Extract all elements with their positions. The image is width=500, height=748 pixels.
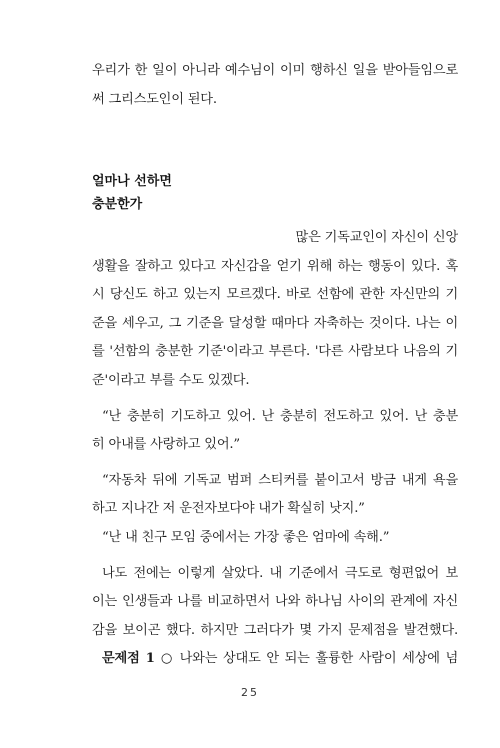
- paragraph-1-line-4: 준을 세우고, 그 기준을 달성할 때마다 자축하는 것이다. 나는 이: [92, 315, 458, 331]
- quote-1-line-1: “난 충분히 기도하고 있어. 난 충분히 전도하고 있어. 난 충분: [102, 408, 458, 424]
- intro-line-2: 써 그리스도인이 된다.: [92, 91, 217, 107]
- page-number: 25: [241, 686, 259, 699]
- section-heading-line-2: 충분한가: [92, 197, 143, 212]
- intro-paragraph: [92, 57, 458, 114]
- paragraph-1-line-1: 많은 기독교인이 자신이 신앙: [295, 230, 458, 245]
- paragraph-1-line-3: 시 당신도 하고 있는지 모르겠다. 바로 선함에 관한 자신만의 기: [92, 287, 458, 303]
- quote-2-line-1: “자동차 뒤에 기독교 범퍼 스티커를 붙이고서 방금 내게 욕을: [102, 472, 458, 488]
- quote-3-line-1: “난 내 친구 모임 중에서는 가장 좋은 엄마에 속해.”: [102, 529, 390, 545]
- paragraph-1-line-5: 를 '선함의 충분한 기준'이라고 부른다. '다른 사람보다 나음의 기: [92, 344, 458, 360]
- paragraph-2-line-1: 나도 전에는 이렇게 살았다. 내 기준에서 극도로 형편없어 보: [102, 565, 458, 581]
- paragraph-2-line-2: 이는 인생들과 나를 비교하면서 나와 하나님 사이의 관계에 자신: [92, 594, 458, 610]
- intro-line-1: 우리가 한 일이 아니라 예수님이 이미 행하신 일을 받아들임으로: [92, 63, 458, 78]
- quote-1-line-2: 히 아내를 사랑하고 있어.”: [92, 437, 240, 453]
- problem-label: 문제점 1 ○: [102, 651, 174, 667]
- section-heading-line-1: 얼마나 선하면: [92, 174, 172, 189]
- problem-text: 나와는 상대도 안 되는 훌륭한 사람이 세상에 넘: [179, 651, 458, 667]
- paragraph-1-line-6: 준'이라고 부를 수도 있겠다.: [92, 372, 250, 388]
- paragraph-2-line-3: 감을 보이곤 했다. 하지만 그러다가 몇 가지 문제점을 발견했다.: [92, 622, 458, 638]
- quote-2-line-2: 하고 지나간 저 운전자보다야 내가 확실히 낫지.”: [92, 501, 365, 517]
- body-text: [92, 224, 458, 674]
- paragraph-1-line-2: 생활을 잘하고 있다고 자신감을 얻기 위해 하는 행동이 있다. 혹: [92, 258, 458, 274]
- problem-line: [92, 645, 458, 674]
